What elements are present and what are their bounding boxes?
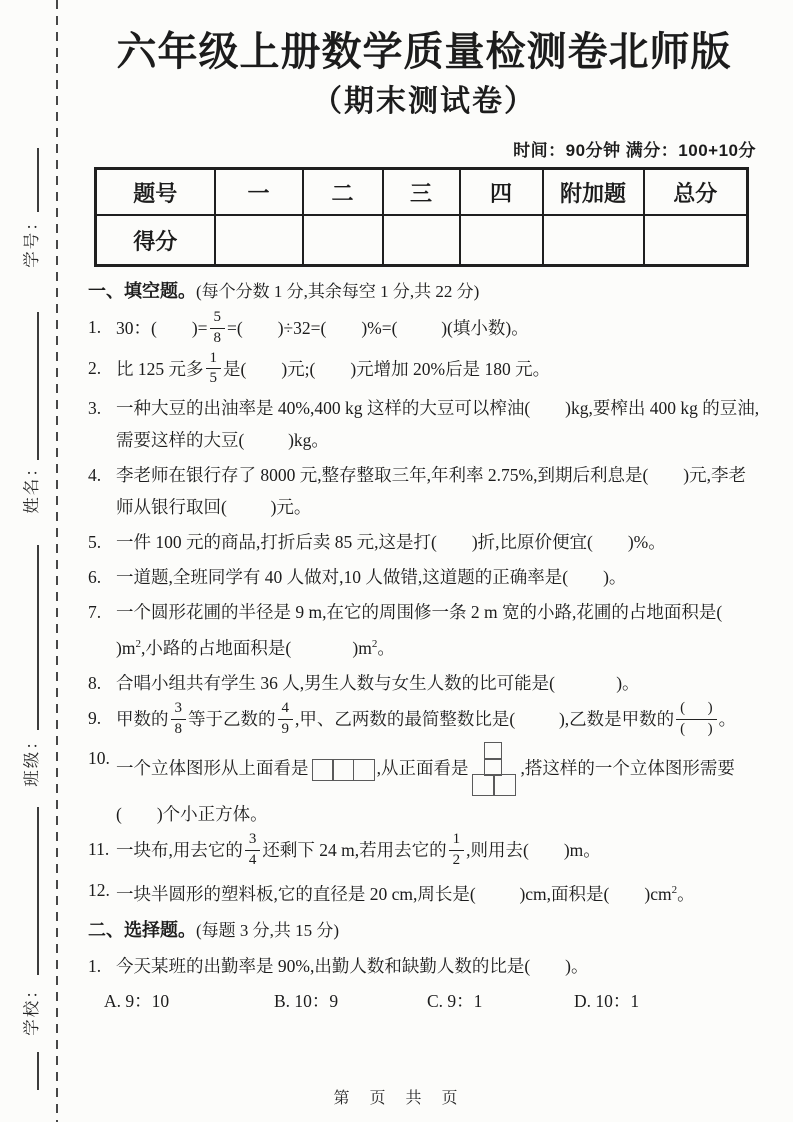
seal-label-1: 学号： — [22, 212, 41, 268]
question-s1-q11: 11. 一块布,用去它的 $\frac{3}{4}$ 还剩下 24 m,若用去它的 $\frac{1}{2}$ ,则用去( )m。 — [88, 831, 601, 869]
fraction-numerator: 5 — [210, 309, 226, 329]
fraction-denominator: 8 — [213, 329, 222, 346]
fraction-numerator: 3 — [245, 831, 261, 851]
score-table-score-row — [96, 215, 748, 266]
score-cell — [215, 215, 303, 266]
score-table-header-row — [96, 169, 748, 216]
seal-write-line — [37, 312, 39, 460]
fraction-numerator: ( ) — [676, 700, 717, 720]
question-s1-q2: 2. 比 125 元多 $\frac{1}{5}$ 是( )元;( )元增加 20%后是 180 元。 — [88, 349, 551, 387]
section-header-1 — [88, 275, 760, 308]
score-table-header-cell: 一 — [215, 169, 303, 216]
score-table-header-cell: 总分 — [644, 169, 748, 216]
score-cell — [644, 215, 748, 266]
question-number: 9. — [88, 707, 102, 728]
section-title: 二、选择题。 — [88, 919, 196, 940]
fraction-denominator: ( ) — [680, 720, 713, 737]
score-table-header-cell: 题号 — [96, 169, 215, 216]
question-s1-q7: 7. 一个圆形花圃的半径是 9 m,在它的周围修一条 2 m 宽的小路,花圃的占地面积是( )$m^2$,小路的占地面积是( )$m^2$。 — [88, 596, 760, 664]
score-table-header-cell: 附加题 — [543, 169, 644, 216]
square-cell — [332, 759, 354, 781]
question-s1-q9: 9. 甲数的 $\frac{3}{8}$ 等于乙数的 $\frac{4}{9}$ ,甲、乙两数的最简整数比是( ),乙数是甲数的 $\frac{( )}{( )}$ 。 — [88, 699, 737, 737]
fraction-numerator: 4 — [278, 700, 294, 720]
question-number: 8. — [88, 672, 102, 693]
question-s1-q8: 8. 合唱小组共有学生 36 人,男生人数与女生人数的比可能是( )。 — [88, 667, 760, 699]
fraction — [210, 309, 226, 347]
question-number: 11. — [88, 839, 110, 860]
exam-info: 时间：90分钟 满分：100+10分 — [513, 141, 756, 160]
fraction-denominator: 8 — [174, 720, 182, 737]
options-row — [88, 985, 760, 1017]
seal-write-line — [37, 148, 39, 212]
fraction — [206, 350, 222, 388]
question-s1-q10: 10. 一个立体图形从上面看是 ,从正面看是 ,搭这样的一个立体图形需要 ( )个小正方体。 — [88, 742, 760, 830]
question-number: 3. — [88, 398, 102, 418]
question-s1-q12: 12. 一块半圆形的塑料板,它的直径是 20 cm,周长是( )cm,面积是( )$cm^2$。 — [88, 874, 760, 910]
section-title: 一、填空题。 — [88, 281, 196, 301]
square-cell — [472, 774, 495, 796]
page-subtitle: （期末测试卷） — [312, 85, 536, 118]
question-number: 4. — [88, 465, 102, 485]
fold-dashed-line — [56, 0, 58, 1122]
content-column — [88, 22, 766, 1017]
page-footer: 第 页 共 页 — [333, 1090, 460, 1107]
score-cell — [543, 215, 644, 266]
superscript: 2 — [135, 638, 141, 650]
superscript: 2 — [671, 883, 678, 896]
fraction-numerator: 3 — [171, 700, 187, 720]
fraction-denominator: 9 — [281, 720, 289, 737]
seal-label-4: 学校： — [22, 980, 41, 1036]
score-row-label: 得分 — [96, 215, 215, 266]
option-c: C. 9：1 — [427, 990, 483, 1011]
score-table-header-cell: 二 — [303, 169, 383, 216]
score-table — [94, 167, 749, 267]
question-number: 10. — [88, 748, 110, 769]
seal-label-2: 姓名： — [22, 458, 41, 514]
square-cell — [493, 774, 516, 796]
question-s1-q5: 5. 一件 100 元的商品,打折后卖 85 元,这是打( )折,比原价便宜( )%。 — [88, 526, 760, 558]
score-cell — [303, 215, 383, 266]
question-number: 5. — [88, 532, 102, 552]
score-cell — [460, 215, 543, 266]
fraction — [676, 700, 717, 738]
score-table-header-cell: 四 — [460, 169, 543, 216]
question-s1-q6: 6. 一道题,全班同学有 40 人做对,10 人做错,这道题的正确率是( )。 — [88, 561, 760, 593]
section-header-2 — [88, 914, 760, 947]
fraction — [245, 831, 261, 869]
question-number: 1. — [88, 317, 102, 337]
question-s2-q1: 1. 今天某班的出勤率是 90%,出勤人数和缺勤人数的比是( )。 — [88, 950, 760, 982]
fraction-numerator: 1 — [206, 350, 222, 370]
option-d: D. 10：1 — [574, 990, 640, 1011]
questions-area — [88, 275, 766, 1017]
question-s1-q4: 4. 李老师在银行存了 8000 元,整存整取三年,年利率 2.75%,到期后利息是( )元,李老师从银行取回( )元。 — [88, 459, 760, 523]
question-s1-q3: 3. 一种大豆的出油率是 40%,400 kg 这样的大豆可以榨油( )kg,要榨出 400 kg 的豆油,需要这样的大豆( )kg。 — [88, 392, 760, 456]
section-note: (每题 3 分,共 15 分) — [196, 920, 340, 940]
square-cell — [353, 759, 375, 781]
fraction — [171, 700, 187, 738]
top-view-diagram — [312, 759, 374, 781]
seal-write-line — [37, 807, 39, 975]
seal-label-3: 班级： — [22, 731, 41, 787]
section-note: (每个分数 1 分,其余每空 1 分,共 22 分) — [196, 282, 480, 301]
fraction-numerator: 1 — [449, 831, 465, 851]
superscript: 2 — [371, 638, 378, 650]
fraction-denominator: 5 — [209, 370, 217, 387]
fraction — [278, 700, 294, 738]
question-number: 6. — [88, 567, 102, 587]
fraction — [449, 831, 465, 869]
page-title: 六年级上册数学质量检测卷北师版 — [116, 30, 732, 74]
option-a: A. 9：10 — [104, 990, 170, 1011]
fraction-denominator: 2 — [452, 852, 461, 869]
question-number: 12. — [88, 879, 110, 900]
score-cell — [383, 215, 460, 266]
option-b: B. 10：9 — [274, 990, 339, 1011]
seal-write-line — [37, 545, 39, 730]
question-number: 1. — [88, 955, 102, 976]
fraction-denominator: 4 — [248, 852, 257, 869]
question-number: 2. — [88, 357, 102, 378]
question-s1-q1: 1. 30：( )= $\frac{5}{8}$ =( )÷32=( )%=( )(填小数)。 — [88, 309, 529, 346]
score-table-header-cell: 三 — [383, 169, 460, 216]
front-view-diagram — [472, 742, 516, 798]
question-number: 7. — [88, 602, 102, 622]
square-cell — [312, 759, 334, 781]
